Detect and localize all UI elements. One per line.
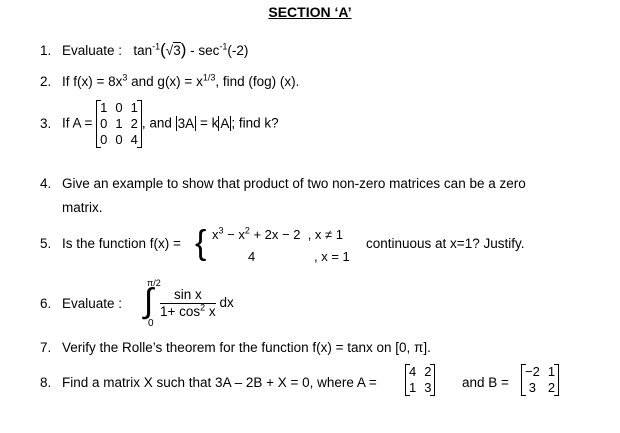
section-title: SECTION ‘A’ xyxy=(268,4,352,20)
brace-icon: { xyxy=(195,224,207,262)
matrix-a-cell: 1 xyxy=(115,116,123,131)
question-4: 4. Give an example to show that product of two non-zero matrices can be a zero xyxy=(40,176,526,191)
matrix-a xyxy=(96,100,142,148)
matrix-a-cell: 2 xyxy=(130,116,138,131)
case-1: $x^3 - x^2 + 2x - 2$ , x ≠ 1 xyxy=(212,225,343,242)
matrix-a-q8-cell: 3 xyxy=(424,380,432,395)
case-2-expr: 4 xyxy=(248,249,256,264)
matrix-a-q8-cell: 2 xyxy=(424,364,432,379)
matrix-a-q8-cell: 1 xyxy=(409,380,417,395)
matrix-a-cell: 0 xyxy=(115,100,123,115)
matrix-b-q8 xyxy=(521,364,559,396)
matrix-b-q8-cell: 1 xyxy=(547,364,556,379)
question-8: 8. Find a matrix X such that 3A – 2B + X = 0, where A = xyxy=(40,375,377,390)
matrix-b-q8-cell: 2 xyxy=(547,380,556,395)
question-8-mid: and B = xyxy=(462,375,509,390)
question-7: 7. Verify the Rolle’s theorem for the function f(x) = tanx on [0, π]. xyxy=(40,340,431,355)
matrix-a-q8 xyxy=(405,364,435,396)
question-2: 2. If $f(x) = 8x^3$ and $g(x) = x^{1/3}$, find (fog) (x). xyxy=(40,72,300,89)
case-2-cond: , x = 1 xyxy=(314,249,350,264)
integrand: $\frac{\text{sin x}}{1+ \cos^2 x}$ dx xyxy=(160,287,234,319)
integral-lower: 0 xyxy=(148,318,154,329)
matrix-a-cell: 0 xyxy=(100,132,108,147)
matrix-b-q8-cell: −2 xyxy=(525,364,540,379)
integral-upper: π/2 xyxy=(147,278,161,288)
question-1: 1. Evaluate : $\tan^{-1}(√3) - \sec^{-1}(-2)$ xyxy=(40,40,249,59)
matrix-a-q8-cell: 4 xyxy=(409,364,417,379)
matrix-a-cell: 0 xyxy=(115,132,123,147)
matrix-a-cell: 0 xyxy=(100,116,108,131)
question-4-line-2: matrix. xyxy=(62,200,103,215)
question-3: 3. If A = 1 0 1 0 1 2 0 0 4 , and 3A = k A ; find k? xyxy=(40,100,279,147)
integral-icon: ∫ xyxy=(144,282,154,320)
matrix-b-q8-cell: 3 xyxy=(528,380,537,395)
matrix-a-cell: 1 xyxy=(100,100,108,115)
matrix-a-cell: 1 xyxy=(130,100,138,115)
question-6: 6. Evaluate : xyxy=(40,296,123,311)
question-5-tail: continuous at x=1? Justify. xyxy=(366,236,525,251)
matrix-a-cell: 4 xyxy=(130,132,138,147)
question-5: 5. Is the function f(x) = xyxy=(40,236,181,251)
